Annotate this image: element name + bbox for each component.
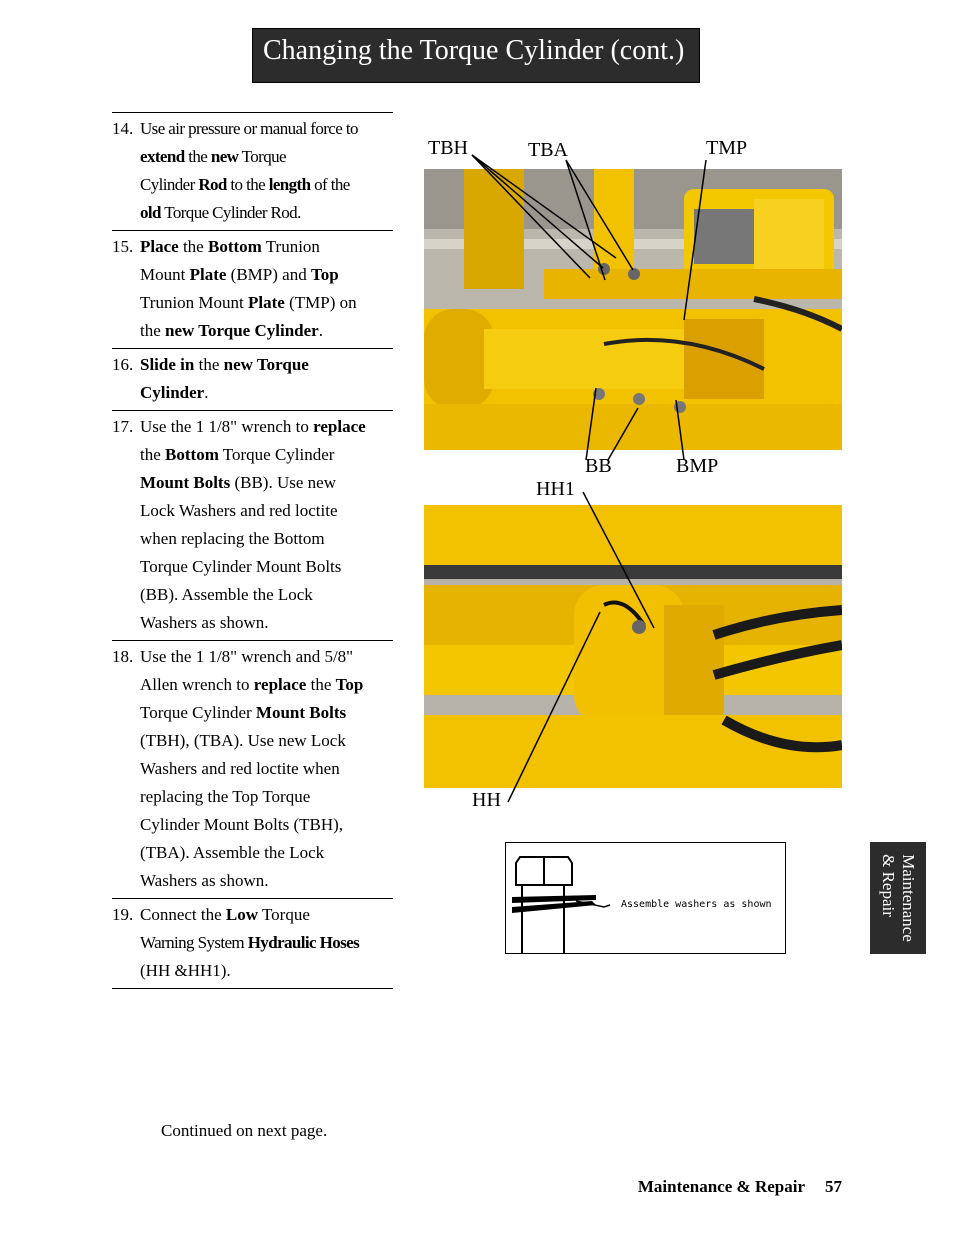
step-number	[112, 469, 140, 497]
step-line	[112, 867, 393, 895]
step-line	[112, 755, 393, 783]
step-number: 17.	[112, 417, 134, 436]
emphasis-text: Top	[310, 265, 339, 284]
plain-text: Washers and red loctite when	[140, 759, 340, 778]
step-line	[112, 957, 393, 985]
plain-text: (BB). Use new	[230, 473, 336, 492]
step-number	[112, 317, 140, 345]
step-line	[112, 553, 393, 581]
emphasis-text: Plate	[189, 265, 227, 284]
step-text	[140, 497, 393, 525]
diagram-caption: Assemble washers as shown	[621, 899, 772, 910]
plain-text: when replacing the Bottom	[140, 529, 325, 548]
step-number	[112, 261, 140, 289]
plain-text: (TMP) on	[284, 293, 357, 312]
step-text	[140, 553, 393, 581]
step-number	[112, 929, 140, 957]
step-text	[140, 839, 393, 867]
step-text	[140, 609, 393, 637]
step-line	[112, 929, 393, 957]
callout-bb: BB	[585, 455, 612, 477]
step-number	[112, 839, 140, 867]
step-text	[140, 317, 393, 345]
step-text	[140, 699, 393, 727]
plain-text: Torque Cylinder Rod.	[160, 203, 301, 222]
emphasis-text: Mount Bolts	[140, 473, 231, 492]
step-line	[112, 581, 393, 609]
step-text	[140, 143, 393, 171]
step-line	[112, 379, 393, 407]
step-line	[112, 233, 393, 261]
step-number	[112, 783, 140, 811]
plain-text: Use the 1 1/8" wrench to	[140, 417, 314, 436]
plain-text: Lock Washers and red loctite	[140, 501, 338, 520]
plain-text: (BB). Assemble the Lock	[140, 585, 313, 604]
photo-top-torque-cylinder	[424, 169, 842, 450]
step-number	[112, 525, 140, 553]
steps-list	[112, 112, 393, 989]
step-line	[112, 839, 393, 867]
step-number	[112, 441, 140, 469]
plain-text: Washers as shown.	[140, 613, 269, 632]
plain-text: the	[306, 675, 336, 694]
step-line	[112, 469, 393, 497]
step-text	[140, 115, 393, 143]
plain-text: Mount	[140, 265, 190, 284]
plain-text: Trunion	[261, 237, 320, 256]
step-line	[112, 261, 393, 289]
step-number	[112, 811, 140, 839]
plain-text: Torque	[258, 905, 310, 924]
plain-text: Torque Cylinder	[218, 445, 335, 464]
step-line	[112, 317, 393, 345]
emphasis-text: Bottom	[207, 237, 262, 256]
emphasis-text: Mount Bolts	[255, 703, 347, 722]
step-number	[112, 199, 140, 227]
bolt-washer-icon	[506, 843, 785, 953]
step-text	[140, 261, 393, 289]
plain-text: Warning System	[140, 933, 248, 952]
emphasis-text: Top	[335, 675, 364, 694]
step-number: 16.	[112, 355, 134, 374]
plain-text: Use air pressure or manual force to	[140, 119, 358, 138]
step-number	[112, 379, 140, 407]
step-line	[112, 413, 393, 441]
plain-text: of the	[310, 175, 350, 194]
callout-hh1: HH1	[536, 478, 575, 500]
step-text	[140, 351, 393, 379]
emphasis-text: Bottom	[165, 445, 219, 464]
emphasis-text: Cylinder	[140, 383, 205, 402]
step-number: 19.	[112, 905, 134, 924]
step-item	[112, 349, 393, 411]
step-line	[112, 171, 393, 199]
step-number: 18.	[112, 647, 134, 666]
step-line	[112, 901, 393, 929]
plain-text: Cylinder	[140, 175, 199, 194]
emphasis-text: Place	[140, 237, 179, 256]
step-text	[140, 867, 393, 895]
step-number	[112, 289, 140, 317]
step-line	[112, 199, 393, 227]
plain-text: Trunion Mount	[140, 293, 249, 312]
step-number	[112, 581, 140, 609]
step-text	[140, 441, 393, 469]
step-number	[112, 671, 140, 699]
plain-text: Torque	[238, 147, 286, 166]
emphasis-text: replace	[313, 417, 366, 436]
plain-text: Cylinder Mount Bolts (TBH),	[140, 815, 344, 834]
step-text	[140, 581, 393, 609]
plain-text: the	[140, 321, 166, 340]
step-text	[140, 413, 393, 441]
step-line	[112, 727, 393, 755]
emphasis-text: length	[268, 175, 311, 194]
emphasis-text: new Torque	[223, 355, 309, 374]
plain-text: (HH &HH1).	[140, 961, 231, 980]
footer-section: Maintenance & Repair	[637, 1177, 805, 1196]
emphasis-text: Plate	[248, 293, 285, 312]
plain-text: the	[178, 237, 208, 256]
step-line	[112, 525, 393, 553]
step-text	[140, 783, 393, 811]
step-text	[140, 811, 393, 839]
plain-text: the	[184, 147, 211, 166]
step-text	[140, 233, 393, 261]
step-text	[140, 643, 393, 671]
emphasis-text: replace	[253, 675, 307, 694]
step-number	[112, 609, 140, 637]
step-line	[112, 671, 393, 699]
emphasis-text: extend	[140, 147, 185, 166]
plain-text: .	[318, 321, 323, 340]
callout-tbh: TBH	[428, 137, 468, 159]
step-text	[140, 901, 393, 929]
page-footer	[638, 1177, 842, 1197]
step-line	[112, 143, 393, 171]
step-line	[112, 699, 393, 727]
callout-hh: HH	[472, 789, 501, 811]
plain-text: Torque Cylinder Mount Bolts	[140, 557, 342, 576]
step-line	[112, 497, 393, 525]
step-text	[140, 957, 393, 985]
plain-text: Use the 1 1/8" wrench and 5/8"	[140, 647, 354, 666]
step-number	[112, 755, 140, 783]
side-tab-line2: & Repair	[879, 854, 898, 917]
step-line	[112, 783, 393, 811]
step-text	[140, 469, 393, 497]
emphasis-text: new Torque Cylinder	[165, 321, 319, 340]
plain-text: to the	[226, 175, 269, 194]
step-text	[140, 671, 393, 699]
step-text	[140, 929, 393, 957]
step-text	[140, 289, 393, 317]
page-title: Changing the Torque Cylinder (cont.)	[263, 35, 685, 66]
plain-text: (TBH), (TBA). Use new Lock	[140, 731, 346, 750]
step-number	[112, 171, 140, 199]
step-text	[140, 199, 393, 227]
emphasis-text: Low	[225, 905, 259, 924]
page-number: 57	[825, 1177, 842, 1196]
side-tab-line1: Maintenance	[899, 854, 918, 942]
plain-text: (BMP) and	[226, 265, 311, 284]
callout-bmp: BMP	[676, 455, 719, 477]
step-text	[140, 379, 393, 407]
plain-text: Connect the	[140, 905, 226, 924]
callout-tba: TBA	[528, 139, 568, 161]
step-text	[140, 525, 393, 553]
step-line	[112, 441, 393, 469]
step-line	[112, 643, 393, 671]
step-item	[112, 231, 393, 349]
plain-text: replacing the Top Torque	[140, 787, 311, 806]
step-line	[112, 609, 393, 637]
step-line	[112, 115, 393, 143]
plain-text: (TBA). Assemble the Lock	[140, 843, 325, 862]
step-item	[112, 899, 393, 989]
plain-text: Torque Cylinder	[140, 703, 256, 722]
plain-text: the	[194, 355, 224, 374]
step-text	[140, 755, 393, 783]
step-number	[112, 727, 140, 755]
callout-tmp: TMP	[706, 137, 748, 159]
step-text	[140, 727, 393, 755]
step-item	[112, 641, 393, 899]
emphasis-text: new	[210, 147, 239, 166]
step-line	[112, 289, 393, 317]
continued-note: Continued on next page.	[161, 1121, 328, 1140]
photo-bottom-hydraulic-hoses	[424, 505, 842, 788]
plain-text: Washers as shown.	[140, 871, 269, 890]
step-number	[112, 143, 140, 171]
washer-assembly-diagram	[505, 842, 786, 954]
emphasis-text: Slide in	[140, 355, 195, 374]
emphasis-text: old	[140, 203, 161, 222]
step-item	[112, 411, 393, 641]
step-number	[112, 957, 140, 985]
step-line	[112, 351, 393, 379]
plain-text: .	[204, 383, 209, 402]
step-number	[112, 867, 140, 895]
section-side-tab	[870, 842, 926, 954]
plain-text: the	[140, 445, 166, 464]
page-title-box	[252, 28, 700, 83]
step-number: 14.	[112, 119, 134, 138]
step-number	[112, 553, 140, 581]
step-item	[112, 113, 393, 231]
step-text	[140, 171, 393, 199]
emphasis-text: Rod	[198, 175, 227, 194]
emphasis-text: Hydraulic Hoses	[247, 933, 360, 952]
step-number	[112, 699, 140, 727]
step-line	[112, 811, 393, 839]
step-number: 15.	[112, 237, 134, 256]
plain-text: Allen wrench to	[140, 675, 254, 694]
step-number	[112, 497, 140, 525]
